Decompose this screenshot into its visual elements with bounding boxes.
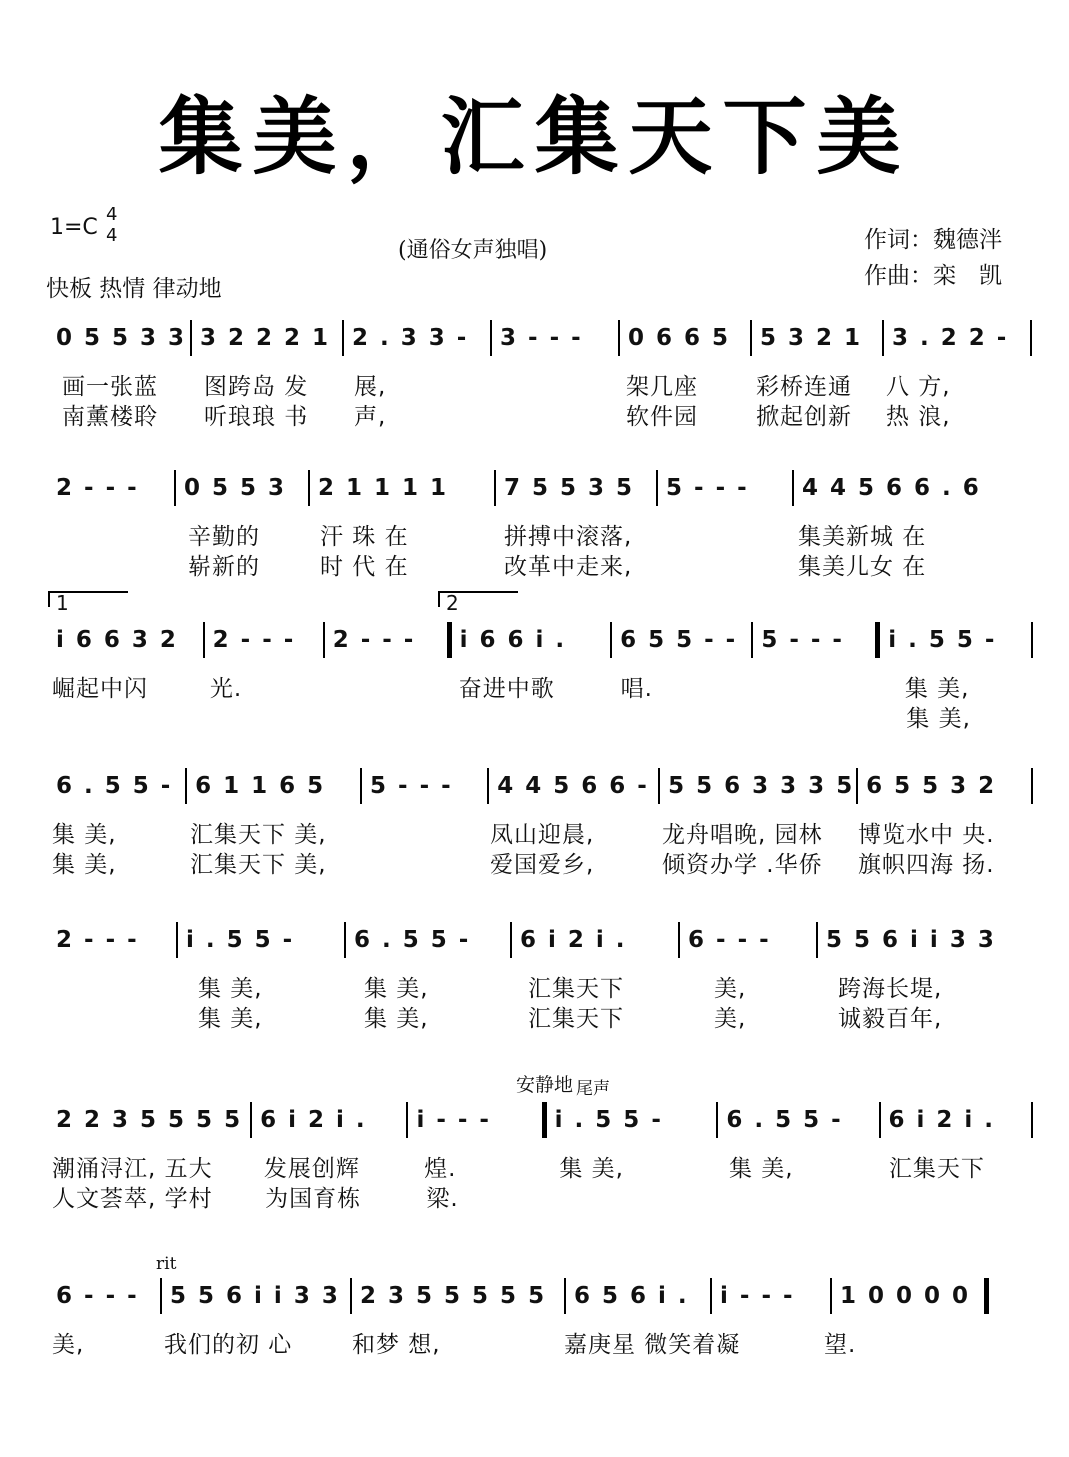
lyric: 架几座 bbox=[626, 374, 698, 398]
lyric: 汇集天下 bbox=[888, 1156, 985, 1180]
lyric: 崛起中闪 bbox=[52, 676, 148, 700]
measure: 2 . 3 3 - bbox=[352, 325, 469, 351]
lyric: 软件园 bbox=[626, 404, 698, 428]
lyric: 崭新的 bbox=[188, 554, 260, 578]
measure: 5 3 2 1 bbox=[760, 325, 863, 351]
lyric: 图跨岛 发 bbox=[204, 374, 309, 398]
measure: 2 - - - bbox=[332, 627, 416, 653]
measure: 6 . 5 5 - bbox=[56, 773, 173, 799]
staff-system-1 bbox=[48, 318, 1033, 428]
lyric: 集 美, bbox=[52, 822, 117, 846]
measure: i . 5 5 - bbox=[888, 627, 997, 653]
lyric: 望. bbox=[824, 1332, 857, 1356]
measure: 2 3 5 5 5 5 5 bbox=[360, 1283, 547, 1309]
lyric bbox=[451, 700, 611, 730]
lyric: 集美儿女 在 bbox=[798, 554, 927, 578]
lyric bbox=[486, 398, 612, 428]
measure: 7 5 5 3 5 bbox=[504, 475, 635, 501]
lyric: 龙舟唱晚, 园林 bbox=[662, 822, 823, 846]
lyric bbox=[48, 1000, 176, 1030]
lyric bbox=[650, 518, 784, 548]
measure: 2 1 1 1 1 bbox=[318, 475, 449, 501]
measure: 6 5 5 3 2 bbox=[866, 773, 997, 799]
lyric: 汇集天下 美, bbox=[190, 822, 327, 846]
lyric bbox=[650, 548, 784, 578]
lyric bbox=[542, 1180, 713, 1210]
measure: 4 4 5 6 6 - bbox=[497, 773, 649, 799]
lyric bbox=[713, 1180, 874, 1210]
measure: i . 5 5 - bbox=[554, 1107, 663, 1133]
quiet-marking: 安静地 bbox=[516, 1074, 574, 1096]
measure: 5 5 6 i i 3 3 bbox=[826, 927, 996, 953]
lyric: 集 美, bbox=[364, 1006, 429, 1030]
lyric bbox=[749, 670, 891, 700]
lyric bbox=[776, 1326, 810, 1356]
measure: 6 - - - bbox=[56, 1283, 139, 1309]
lyric: 集 美, bbox=[904, 676, 970, 700]
measure: 5 5 6 3 3 3 5 bbox=[668, 773, 855, 799]
lyric: 集 美, bbox=[559, 1156, 624, 1180]
measure: 6 . 5 5 - bbox=[354, 927, 471, 953]
measure: 6 . 5 5 - bbox=[726, 1107, 843, 1133]
lyric: 旗帜四海 扬. bbox=[858, 852, 995, 876]
measure: 2 - - - bbox=[56, 927, 139, 953]
measure: 2 - - - bbox=[56, 475, 139, 501]
lyric: 凤山迎晨, bbox=[490, 822, 595, 846]
lyric bbox=[48, 970, 176, 1000]
lyric bbox=[48, 548, 174, 578]
lyric: 汇集天下 bbox=[528, 1006, 624, 1030]
lyric: 汇集天下 bbox=[528, 976, 624, 1000]
lyric: 和梦 想, bbox=[352, 1332, 441, 1356]
lyric bbox=[324, 700, 451, 730]
lyric: 集 美, bbox=[728, 1156, 794, 1180]
lyric: 辛勤的 bbox=[188, 524, 260, 548]
lyric: 八 方, bbox=[886, 374, 951, 398]
lyric bbox=[48, 700, 204, 730]
lyric bbox=[48, 518, 174, 548]
measure: 6 - - - bbox=[688, 927, 771, 953]
measure: 5 - - - bbox=[761, 627, 844, 653]
measure: 2 - - - bbox=[212, 627, 296, 653]
lyric: 热 浪, bbox=[886, 404, 951, 428]
measure: 6 i 2 i . bbox=[888, 1107, 996, 1133]
time-signature: 4 4 bbox=[106, 204, 118, 246]
lyric: 南薰楼聆 bbox=[62, 404, 158, 428]
lyric: 集 美, bbox=[52, 852, 117, 876]
tempo-marking: 快板 热情 律动地 bbox=[46, 276, 222, 302]
lyric: 跨海长堤, bbox=[838, 976, 943, 1000]
lyric bbox=[752, 700, 893, 730]
measure: 0 6 6 5 bbox=[628, 325, 731, 351]
rit-marking: rit bbox=[156, 1254, 177, 1274]
song-title: 集美，汇集天下美 bbox=[158, 87, 911, 186]
lyric: 梁. bbox=[426, 1186, 459, 1210]
measure: 3 2 2 2 1 bbox=[200, 325, 331, 351]
lyric: 奋进中歌 bbox=[458, 676, 555, 700]
lyric: 博览水中 央. bbox=[858, 822, 995, 846]
measure: 2 2 3 5 5 5 5 bbox=[56, 1107, 243, 1133]
lyric: 煌. bbox=[424, 1156, 457, 1180]
composer: 作曲：栾 凯 bbox=[864, 263, 1002, 289]
lyric: 拼搏中滚落, bbox=[504, 524, 633, 548]
measure: 5 - - - bbox=[370, 773, 453, 799]
lyric: 潮涌浔江, 五大 bbox=[52, 1156, 213, 1180]
lyric: 彩桥连通 bbox=[756, 374, 852, 398]
lyric bbox=[874, 1180, 1033, 1210]
lyric: 声, bbox=[354, 404, 387, 428]
lyric: 人文荟萃, 学村 bbox=[52, 1186, 213, 1210]
lyric: 光. bbox=[209, 676, 243, 700]
lyric: 诚毅百年, bbox=[838, 1006, 943, 1030]
measure: i - - - bbox=[416, 1107, 491, 1133]
measure: i 6 6 i . bbox=[459, 627, 567, 653]
lyric: 爱国爱乡, bbox=[490, 852, 595, 876]
lyric: 美, bbox=[714, 1006, 747, 1030]
lyric: 我们的初 心 bbox=[164, 1332, 293, 1356]
lyric: 时 代 在 bbox=[320, 554, 409, 578]
coda-marking: 尾声 bbox=[576, 1079, 610, 1099]
lyricist: 作词：魏德泮 bbox=[864, 227, 1002, 253]
lyric: 集 美, bbox=[198, 976, 263, 1000]
lyric: 汗 珠 在 bbox=[320, 524, 409, 548]
measure: 6 5 5 - - bbox=[620, 627, 738, 653]
lyric: 集 美, bbox=[198, 1006, 263, 1030]
staff-system-5 bbox=[48, 920, 1033, 1030]
lyric: 展, bbox=[354, 374, 387, 398]
measure: 5 5 6 i i 3 3 bbox=[170, 1283, 340, 1309]
staff-system-7 bbox=[48, 1276, 1033, 1356]
lyric bbox=[316, 670, 444, 700]
lyric: 发展创辉 bbox=[263, 1156, 360, 1180]
credits bbox=[864, 222, 1002, 294]
lyric: 集 美, bbox=[906, 706, 971, 730]
lyric: 听琅琅 书 bbox=[204, 404, 309, 428]
lyric: 改革中走来, bbox=[504, 554, 633, 578]
measure: 0 5 5 3 3 bbox=[56, 325, 187, 351]
volta-1: 1 bbox=[48, 591, 128, 607]
measure: 3 . 2 2 - bbox=[892, 325, 1009, 351]
lyric bbox=[350, 846, 476, 876]
measure: i 6 6 3 2 bbox=[56, 627, 178, 653]
measure: 6 i 2 i . bbox=[260, 1107, 367, 1133]
measure: 4 4 5 6 6 . 6 bbox=[802, 475, 981, 501]
measure: 5 - - - bbox=[666, 475, 749, 501]
measure: 6 5 6 i . bbox=[574, 1283, 689, 1309]
lyric: 为国育栋 bbox=[265, 1186, 362, 1210]
lyric: 掀起创新 bbox=[756, 404, 852, 428]
lyric: 汇集天下 美, bbox=[190, 852, 327, 876]
measure: 6 1 1 6 5 bbox=[195, 773, 326, 799]
lyric bbox=[204, 700, 323, 730]
measure: 3 - - - bbox=[500, 325, 583, 351]
lyric: 集 美, bbox=[364, 976, 429, 1000]
measure: 1 0 0 0 0 bbox=[840, 1283, 971, 1309]
performance-note: (通俗女声独唱) bbox=[398, 238, 548, 263]
lyric: 美, bbox=[52, 1332, 85, 1356]
lyric: 倾资办学 .华侨 bbox=[662, 852, 823, 876]
lyric: 集美新城 在 bbox=[798, 524, 927, 548]
measure: 6 i 2 i . bbox=[520, 927, 627, 953]
lyric: 唱. bbox=[620, 676, 653, 700]
measure: i . 5 5 - bbox=[186, 927, 295, 953]
lyric: 嘉庚星 微笑着凝 bbox=[564, 1332, 741, 1356]
staff-system-3 bbox=[48, 620, 1033, 730]
staff-system-4 bbox=[48, 766, 1033, 876]
measure: i - - - bbox=[720, 1283, 795, 1309]
key-signature: 1=C bbox=[50, 215, 98, 240]
staff-system-2 bbox=[48, 468, 1033, 578]
lyric: 画一张蓝 bbox=[62, 374, 158, 398]
staff-system-6 bbox=[48, 1100, 1033, 1210]
lyric bbox=[350, 816, 476, 846]
lyric: 美, bbox=[714, 976, 747, 1000]
lyric bbox=[611, 700, 752, 730]
lyric bbox=[486, 368, 612, 398]
measure: 0 5 5 3 bbox=[184, 475, 287, 501]
volta-2: 2 bbox=[438, 591, 518, 607]
